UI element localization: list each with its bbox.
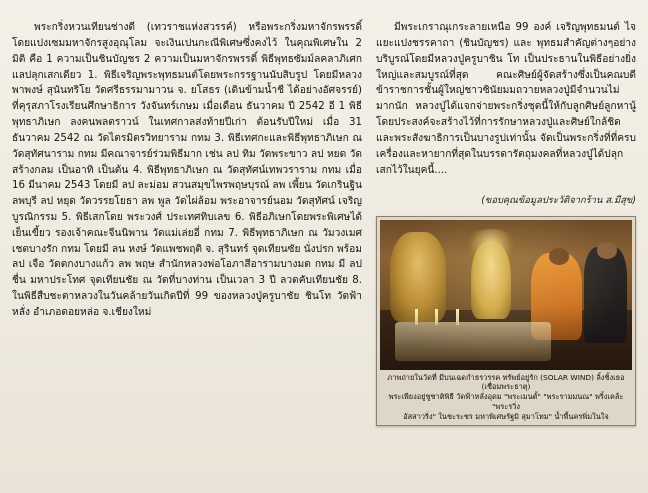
photo-light-glow	[380, 220, 632, 370]
photo-caption-line-2: พระเพียงอยู่ชูชาติพิธี วัดฟ้าหลั่งอุดม "พระเมนตั้" "พระรามมนณ" พริ้งเคล้ะ "พระรวิ่ง	[388, 392, 624, 412]
left-column	[12, 10, 362, 485]
photo-caption-line-3: อัสสาวริ่ง" ในชะระชร มหาพิเศษรัฐมิ สุมาโทม" น้ำพื้นครพิ่มในใจ	[403, 412, 609, 422]
left-column-body-text: พระกริ่งหวนเทียนช่างดี (เทวราชแห่งสวรรค์) หรือพระกริ่งมหาจักรพรรดิ์โดยแปงเซมมหาจักรสูงอุณุโลม จะเงินเปนกะณีพิเศษซึ่งคงไว้ ในคุณพิเศษใน 2 มิติ คือ 1 ความเป็นชินบัญชร 2 ความเป็นมหาจักรพรรดิ์ พิธีพุทธซัมม์ลคลาภิเศกแลปลุกเสกเดียว 1. พิธีเจริญพระพุทธมนต์โดยพระกรรฐานนับสิบรูป โดยมีหลวงพาพงษ์ สุนันทริโย วัดศรีธรรมามาวน จ. ยโสธร (เดินข้ามน้ำชี ได้อย่างอัศจรรย์) ที่คุรุสภาโรงเรียนศึกษาธิการ วังจันทร์เกษม เมื่อเดือน ธันวาคม ปี 2542 อี 1 พิธี พุทธาภิเษก ลงคนพลตราวน์ ในเทศกาลส่งท้ายปีเก่า ต้อนรับปีใหม่ เมื่อ 31 ธันวาคม 2542 ณ วัดไตรมิตรวิทยาราม กทม 3. พิธีเทศกะและพิธีพุทธาภิเษก ณ วัดสุทัศนาราม กทม มีคณาจารย์ร่วมพิธีมาก เช่น ลป ทิม วัดพระขาว ลป หยด วัดสร้างกลม เป็นอาทิ เป็นต้น 4. พิธีพุทธาภิเษก ณ วัดสุทัศน์เทพวราราม กทม เมื่อ 16 มีนาคม 2543 โดยมี ลป ละม่อม สวนสมุขไพรพฤษบุรณ์ ลพ เพี้ยน วัดเกรินฐิน ลพบุรี ลป หยุด วัดวรรยโยธา ลพ พูล วัดไผ่ล้อม พระอาจารย์นอม วัดสุทัศน์ เจริญบูรณิกรรม 5. พิธีเสกโดย พระวงศ์ ประเทศทิบเลข 6. พิธีอภิเษกโดยพระพิเศษได้ เย็นเขี้ยว รองเจ้าคณะจีนนิพาน วัดแม่เล่ยอี่ กทม 7. พิธีพุทธาภิเษก ณ วัมวงเมศ เชตบางรัก กทม โดยมี ลน หงษ์ วัดแพชพฤติ จ. สุรินทร์ จุดเทียนซัย นั่งปรก พร้อม ลป เจือ วัดดกงบางแก้ว ลพ พฤษ สำนักหลวงพ่อโอภาสีอารามบางมด กทม มี ลป ชื่น มหาประโทศ จุดเทียนชัย ณ วัดที่บางท่าน เป็นเวลา 3 ปี ลวดคับเทียนชัย 8. ในพิธีสืบชะตาหลวงในวันคล้ายวันเกิดปีที่ 99 ของหลวงปู่ครูบาชัย ชินโท วัดฟ้าหลั่ง อำเภอดอยหล่อ จ.เชียงใหม่	[12, 22, 362, 318]
two-column-layout	[12, 10, 636, 485]
right-column-body-text: มีพระเกราณุเกระลายเหนือ 99 องค์ เจริญพุทธมนต์ ไจแยะแปงชรรคาถา (ชินบัญชร) และ พุทธมสำคัญต่างๆอย่างบริบูรณ์โดยมีหลวงปู่ครูบาชิน โท เป็นประธานในพิธีอย่างยิ่งใหญ่และสมบูรณ์ที่สุด คณะศิษย์ผู้จัดสร้างซึ่งเป็นคณบดีข้าราชการชั้นผู้ใหญ่ชาวซินัยมมถวายหลวงปู่มีจำนวนไม่มากนัก หลวงปู่ได้แจกจ่ายพระกริ่งชุดนี้ให้กับลูกศิษย์ลูกหานู้ โดยประสงค์จะสร้างไว้ที่การรักษาหลวงปู่และศิษย์ใกล้ชิดและพระสังฆาธิการเป็นบางรูปเท่านั้น จัดเป็นพระกริ่งที่ที่ครบเครื่องและหายากที่สุดในบรรดารัตถุมงคลที่หลวงปู่ได้ปลุกเสกไว้ในยุคนี้....	[376, 22, 636, 176]
right-column	[376, 10, 636, 485]
photo-caption-line-1: ภาพถ่ายในวัดที่ มีบนเฉดกำธรวรรค ทรัพย์อยู่รัก (SOLAR WIND) ลิ้งชิ้งเธอ (เชื่อมพระธาตุ)	[387, 372, 625, 392]
photo-block	[376, 216, 636, 427]
temple-interior-photo	[380, 220, 632, 370]
photo-caption	[380, 373, 632, 424]
source-credit-note: (ขอบคุณข้อมูลประวัติจากร้าน ส.มีสุข)	[481, 194, 636, 206]
